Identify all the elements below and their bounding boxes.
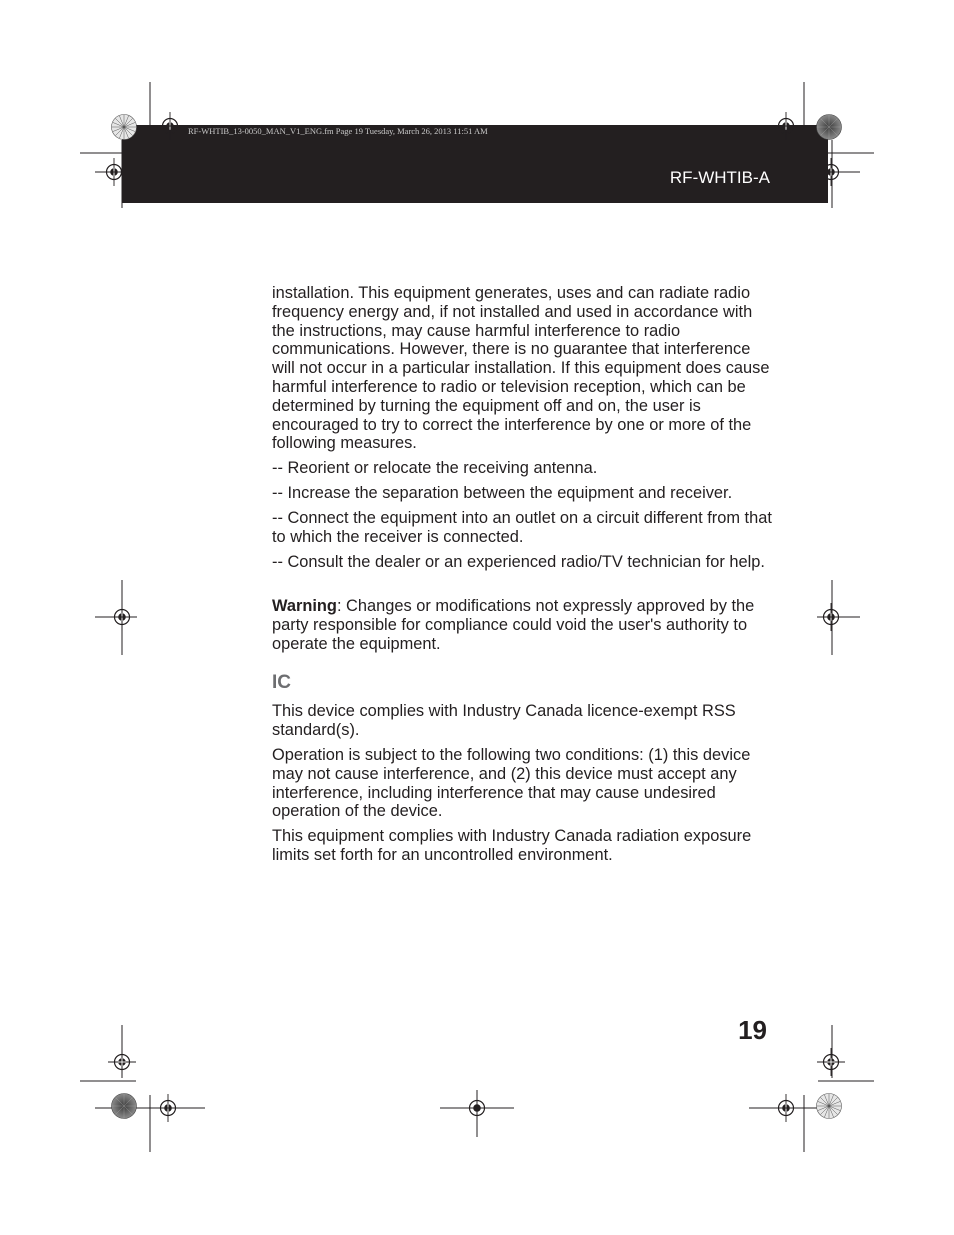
print-slug: RF-WHTIB_13-0050_MAN_V1_ENG.fm Page 19 Tuesday, March 26, 2013 11:51 AM <box>188 126 488 136</box>
model-label: RF-WHTIB-A <box>669 168 770 187</box>
page-content <box>272 284 772 871</box>
measure-item: -- Reorient or relocate the receiving antenna. <box>272 459 598 478</box>
measure-item: -- Consult the dealer or an experienced radio/TV technician for help. <box>272 553 765 572</box>
measure-item: -- Increase the separation between the equipment and receiver. <box>272 484 733 503</box>
ic-paragraph: This equipment complies with Industry Canada radiation exposure limits set forth for an uncontrolled environment. <box>272 827 752 865</box>
ic-paragraph: This device complies with Industry Canada licence-exempt RSS standard(s). <box>272 702 736 740</box>
warning-label: Warning <box>272 596 337 615</box>
page-number: 19 <box>738 1015 767 1045</box>
warning-paragraph <box>272 597 772 653</box>
measure-item: -- Connect the equipment into an outlet on a circuit different from that to which the receiver is connected. <box>272 509 772 547</box>
intro-paragraph: installation. This equipment generates, uses and can radiate radio frequency energy and, if not installed and used in accordance with the instructions, may cause harmful interference to radio communications. However, there is no guarantee that interference will not occur in a particular installation. If this equipment does cause harmful interference to radio or television reception, which can be determined by turning the equipment off and on, the user is encouraged to try to correct the interference by one or more of the following measures. <box>272 284 770 453</box>
warning-text: : Changes or modifications not expressly approved by the party responsible for compliance could void the user's authority to operate the equipment. <box>272 596 755 653</box>
ic-heading: IC <box>272 672 291 694</box>
ic-paragraph: Operation is subject to the following two conditions: (1) this device may not cause interference, and (2) this device must accept any interference, including interference that may cause undesired operation of the device. <box>272 746 751 821</box>
